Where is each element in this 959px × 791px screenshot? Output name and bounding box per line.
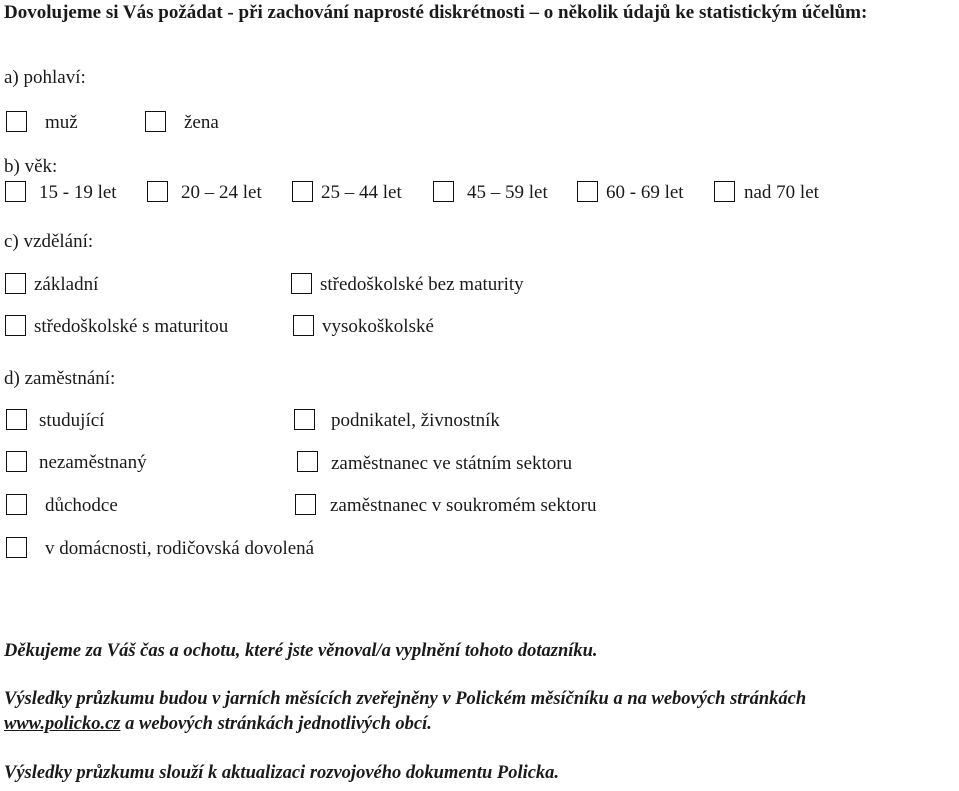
- option-gender-female: žena: [184, 112, 219, 133]
- option-employment-retired: důchodce: [45, 495, 118, 516]
- section-age-label: b) věk:: [4, 156, 58, 177]
- option-employment-student: studující: [39, 410, 105, 431]
- option-employment-household: v domácnosti, rodičovská dovolená: [45, 538, 315, 559]
- option-age-70-plus: nad 70 let: [744, 182, 819, 203]
- checkbox-employment-state-sector[interactable]: [297, 451, 318, 472]
- option-age-15-19: 15 - 19 let: [39, 182, 117, 203]
- option-education-university: vysokoškolské: [322, 316, 434, 337]
- option-education-secondary-no-exam: středoškolské bez maturity: [320, 274, 524, 295]
- results-text-line2-rest: a webových stránkách jednotlivých obcí.: [120, 714, 432, 734]
- policko-link[interactable]: www.policko.cz: [4, 714, 121, 734]
- option-age-20-24: 20 – 24 let: [181, 182, 262, 203]
- checkbox-age-15-19[interactable]: [5, 181, 26, 202]
- checkbox-employment-household[interactable]: [6, 537, 27, 558]
- checkbox-education-secondary-exam[interactable]: [5, 315, 26, 336]
- checkbox-age-20-24[interactable]: [147, 181, 168, 202]
- intro-text: Dovolujeme si Vás požádat - při zachování naprosté diskrétnosti – o několik údajů ke statistickým účelům:: [4, 2, 868, 23]
- checkbox-employment-private-sector[interactable]: [295, 494, 316, 515]
- checkbox-employment-student[interactable]: [6, 409, 27, 430]
- checkbox-education-basic[interactable]: [5, 273, 26, 294]
- checkbox-gender-male[interactable]: [6, 111, 27, 132]
- checkbox-employment-entrepreneur[interactable]: [294, 409, 315, 430]
- option-gender-male: muž: [45, 112, 78, 133]
- section-education-label: c) vzdělání:: [4, 231, 94, 252]
- checkbox-age-70-plus[interactable]: [714, 181, 735, 202]
- option-employment-unemployed: nezaměstnaný: [39, 452, 147, 473]
- option-employment-entrepreneur: podnikatel, živnostník: [331, 410, 500, 431]
- section-employment-label: d) zaměstnání:: [4, 368, 116, 389]
- option-education-secondary-exam: středoškolské s maturitou: [34, 316, 229, 337]
- option-age-25-44: 25 – 44 let: [321, 182, 402, 203]
- option-employment-private-sector: zaměstnanec v soukromém sektoru: [330, 495, 597, 516]
- results-text-line2: [4, 714, 432, 735]
- option-education-basic: základní: [34, 274, 99, 295]
- thanks-text: Děkujeme za Váš čas a ochotu, které jste věnoval/a vyplnění tohoto dotazníku.: [4, 641, 598, 661]
- checkbox-employment-retired[interactable]: [6, 494, 27, 515]
- option-age-45-59: 45 – 59 let: [467, 182, 548, 203]
- section-gender-label: a) pohlaví:: [4, 67, 86, 88]
- checkbox-employment-unemployed[interactable]: [6, 451, 27, 472]
- option-employment-state-sector: zaměstnanec ve státním sektoru: [331, 453, 573, 474]
- results-text-line1: Výsledky průzkumu budou v jarních měsících zveřejněny v Polickém měsíčníku a na webových stránkách: [4, 689, 807, 709]
- purpose-text: Výsledky průzkumu slouží k aktualizaci rozvojového dokumentu Policka.: [4, 763, 560, 783]
- checkbox-education-secondary-no-exam[interactable]: [291, 273, 312, 294]
- checkbox-age-60-69[interactable]: [577, 181, 598, 202]
- checkbox-age-45-59[interactable]: [433, 181, 454, 202]
- checkbox-gender-female[interactable]: [145, 111, 166, 132]
- checkbox-education-university[interactable]: [293, 315, 314, 336]
- option-age-60-69: 60 - 69 let: [606, 182, 684, 203]
- checkbox-age-25-44[interactable]: [292, 181, 313, 202]
